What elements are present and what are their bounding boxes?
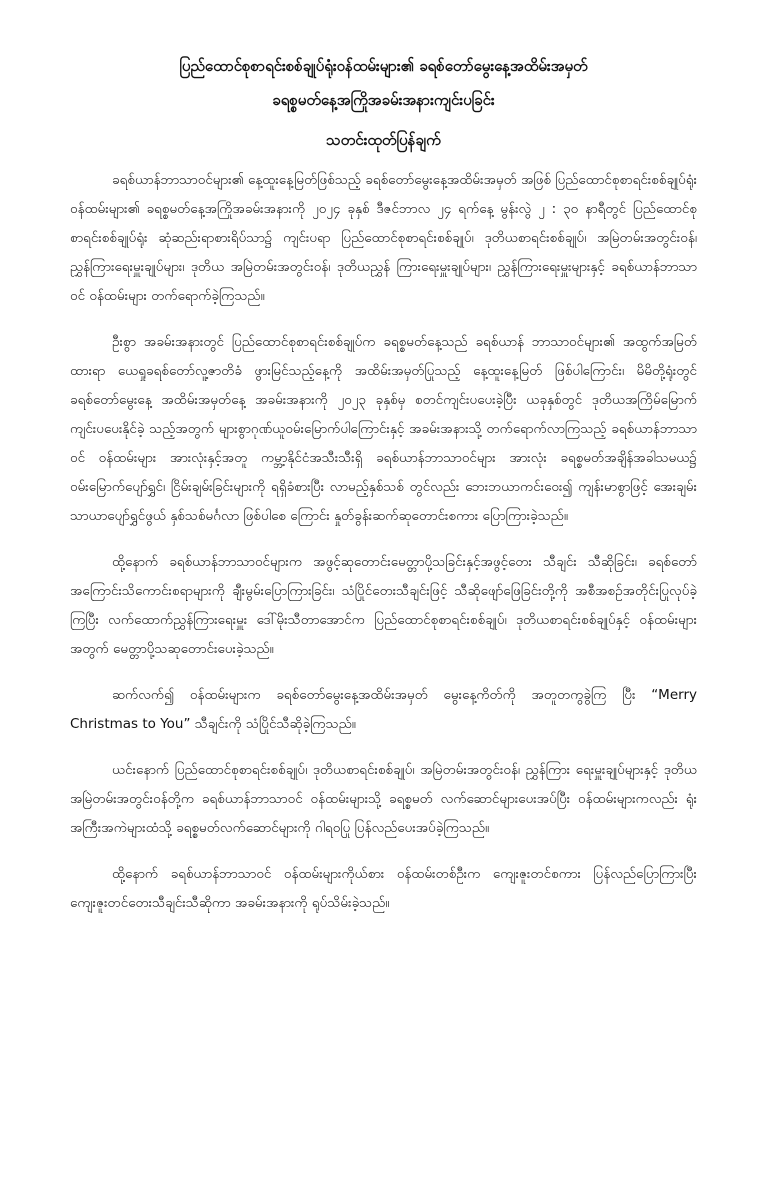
paragraph: ထို့နောက် ခရစ်ယာန်ဘာသာဝင်များက အဖွင့်ဆုတောင်းမေတ္တာပို့သခြင်းနှင့်အဖွင့်တေး သီချင်း သီဆိုခြင်း၊ ခရစ်တော်အကြောင်းသိကောင်းစရာများကို ချီးမွမ်းပြောကြားခြင်း၊ သံပြိုင်တေးသီချင်းဖြင့် သီဆိုဖျော်ဖြေခြင်းတို့ကို အစီအစဉ်အတိုင်းပြုလုပ်ခဲ့ကြပြီး လက်ထောက်ညွှန်ကြားရေးမှူး ဒေါ်မိုးသီတာအောင်က ပြည်ထောင်စုစာရင်းစစ်ချုပ်၊ ဒုတိယစာရင်းစစ်ချုပ်နှင့် ဝန်ထမ်းများအတွက် မေတ္တာပို့သဆုတောင်းပေးခဲ့သည်။ <box>70 554 697 657</box>
press-release-label: သတင်းထုတ်ပြန်ချက် <box>326 131 441 149</box>
document-subtitle: ခရစ္စမတ်နေ့အကြိုအခမ်းအနားကျင်းပခြင်း <box>272 91 495 109</box>
paragraph: ခရစ်ယာန်ဘာသာဝင်များ၏ နေ့ထူးနေ့မြတ်ဖြစ်သည့် ခရစ်တော်မွေးနေ့အထိမ်းအမှတ် အဖြစ် ပြည်ထောင်စုစာရင်းစစ်ချုပ်ရုံးဝန်ထမ်းများ၏ ခရစ္စမတ်နေ့အကြိုအခမ်းအနားကို ၂၀၂၄ ခုနှစ် ဒီဇင်ဘာလ ၂၄ ရက်နေ့ မွန်းလွဲ ၂ : ၃၀ နာရီတွင် ပြည်ထောင်စုစာရင်းစစ်ချုပ်ရုံး ဆုံဆည်းရာစားရိပ်သာ၌ ကျင်းပရာ ပြည်ထောင်စုစာရင်းစစ်ချုပ်၊ ဒုတိယစာရင်းစစ်ချုပ်၊ အမြဲတမ်းအတွင်းဝန်၊ ညွှန်ကြားရေးမှူးချုပ်များ၊ ဒုတိယ အမြဲတမ်းအတွင်းဝန်၊ ဒုတိယညွှန် ကြားရေးမှူးချုပ်များ၊ ညွှန်ကြားရေးမှူးများနှင့် ခရစ်ယာန်ဘာသာဝင် ဝန်ထမ်းများ တက်ရောက်ခဲ့ကြသည်။ <box>70 172 697 304</box>
document-title: ပြည်ထောင်စုစာရင်းစစ်ချုပ်ရုံးဝန်ထမ်းများ၏ ခရစ်တော်မွေးနေ့အထိမ်းအမှတ် <box>179 57 588 75</box>
paragraph: ယင်းနောက် ပြည်ထောင်စုစာရင်းစစ်ချုပ်၊ ဒုတိယစာရင်းစစ်ချုပ်၊ အမြဲတမ်းအတွင်းဝန်၊ ညွှန်ကြား ရေးမှူးချုပ်များနှင့် ဒုတိယအမြဲတမ်းအတွင်းဝန်တို့က ခရစ်ယာန်ဘာသာဝင် ဝန်ထမ်းများသို့ ခရစ္စမတ် လက်ဆောင်များပေးအပ်ပြီး ဝန်ထမ်းများကလည်း ရုံးအကြီးအကဲများထံသို့ ခရစ္စမတ်လက်ဆောင်များကို ဂါရဝပြု ပြန်လည်ပေးအပ်ခဲ့ကြသည်။ <box>70 762 697 836</box>
paragraph: ဦးစွာ အခမ်းအနားတွင် ပြည်ထောင်စုစာရင်းစစ်ချုပ်က ခရစ္စမတ်နေ့သည် ခရစ်ယာန် ဘာသာဝင်များ၏ အထွက်အမြတ်ထားရာ ယေရှုခရစ်တော်လူ့ဇာတိခံ ဖွားမြင်သည့်နေ့ကို အထိမ်းအမှတ်ပြုသည့် နေ့ထူးနေ့မြတ် ဖြစ်ပါကြောင်း၊ မိမိတို့ရုံးတွင် ခရစ်တော်မွေးနေ့ အထိမ်းအမှတ်နေ့ အခမ်းအနားကို ၂၀၂၃ ခုနှစ်မှ စတင်ကျင်းပပေးခဲ့ပြီး ယခုနှစ်တွင် ဒုတိယအကြိမ်မြောက် ကျင်းပပေးနိုင်ခဲ့ သည့်အတွက် များစွာဂုဏ်ယူဝမ်းမြောက်ပါကြောင်းနှင့် အခမ်းအနားသို့ တက်ရောက်လာကြသည့် ခရစ်ယာန်ဘာသာဝင် ဝန်ထမ်းများ အားလုံးနှင့်အတူ ကမ္ဘာ့နိုင်ငံအသီးသီးရှိ ခရစ်ယာန်ဘာသာဝင်များ အားလုံး ခရစ္စမတ်အချိန်အခါသမယ၌ ဝမ်းမြောက်ပျော်ရွှင်၊ ငြိမ်းချမ်းခြင်းများကို ရရှိခံစားပြီး လာမည့်နှစ်သစ် တွင်လည်း ဘေးဘယာကင်းဝေး၍ ကျန်းမာစွာဖြင့် အေးချမ်းသာယာပျော်ရွှင်ဖွယ် နှစ်သစ်မင်္ဂလာ ဖြစ်ပါစေ ကြောင်း နှုတ်ခွန်းဆက်ဆုတောင်းစကား ပြောကြားခဲ့သည်။ <box>70 334 697 524</box>
paragraph: ထို့နောက် ခရစ်ယာန်ဘာသာဝင် ဝန်ထမ်းများကိုယ်စား ဝန်ထမ်းတစ်ဦးက ကျေးဇူးတင်စကား ပြန်လည်ပြောကြားပြီး ကျေးဇူးတင်တေးသီချင်းသီဆိုကာ အခမ်းအနားကို ရုပ်သိမ်းခဲ့သည်။ <box>70 866 697 911</box>
paragraph: ဆက်လက်၍ ဝန်ထမ်းများက ခရစ်တော်မွေးနေ့အထိမ်းအမှတ် မွေးနေ့ကိတ်ကို အတူတကွခွဲကြ ပြီး “Merry Christmas to You” သီချင်းကို သံပြိုင်သီဆိုခဲ့ကြသည်။ <box>70 687 697 732</box>
